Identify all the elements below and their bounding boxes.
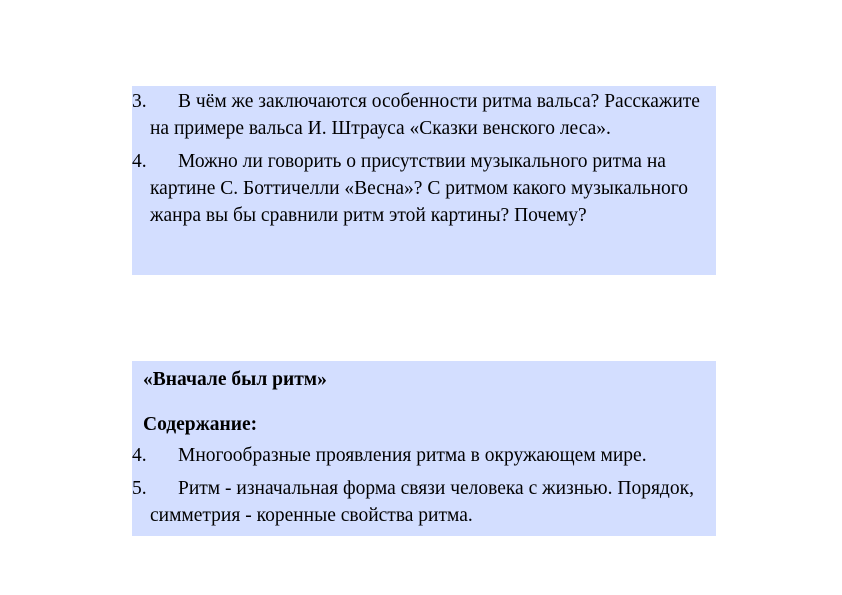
item-number: 4.: [132, 445, 147, 466]
list-item: [132, 475, 716, 529]
item-text: В чём же заключаются особенности ритма вальса? Расскажите на примере вальса И. Штрауса «Сказки венского леса».: [150, 91, 700, 139]
list-item: [132, 442, 716, 469]
item-text: Ритм - изначальная форма связи человека с жизнью. Порядок, симметрия - коренные свойства ритма.: [150, 478, 694, 526]
item-text: Многообразные проявления ритма в окружающем мире.: [178, 445, 647, 466]
questions-block: [132, 86, 716, 275]
item-number: 5.: [132, 478, 147, 499]
lesson-block: [132, 361, 716, 536]
list-item: [132, 148, 716, 229]
list-item: [132, 88, 716, 142]
content-heading: Содержание:: [143, 414, 258, 435]
item-text: Можно ли говорить о присутствии музыкального ритма на картине С. Боттичелли «Весна»? С ритмом какого музыкального жанра вы бы сравнили ритм этой картины? Почему?: [150, 151, 689, 226]
item-number: 3.: [132, 91, 147, 112]
item-number: 4.: [132, 151, 147, 172]
lesson-title: «Вначале был ритм»: [143, 369, 327, 390]
